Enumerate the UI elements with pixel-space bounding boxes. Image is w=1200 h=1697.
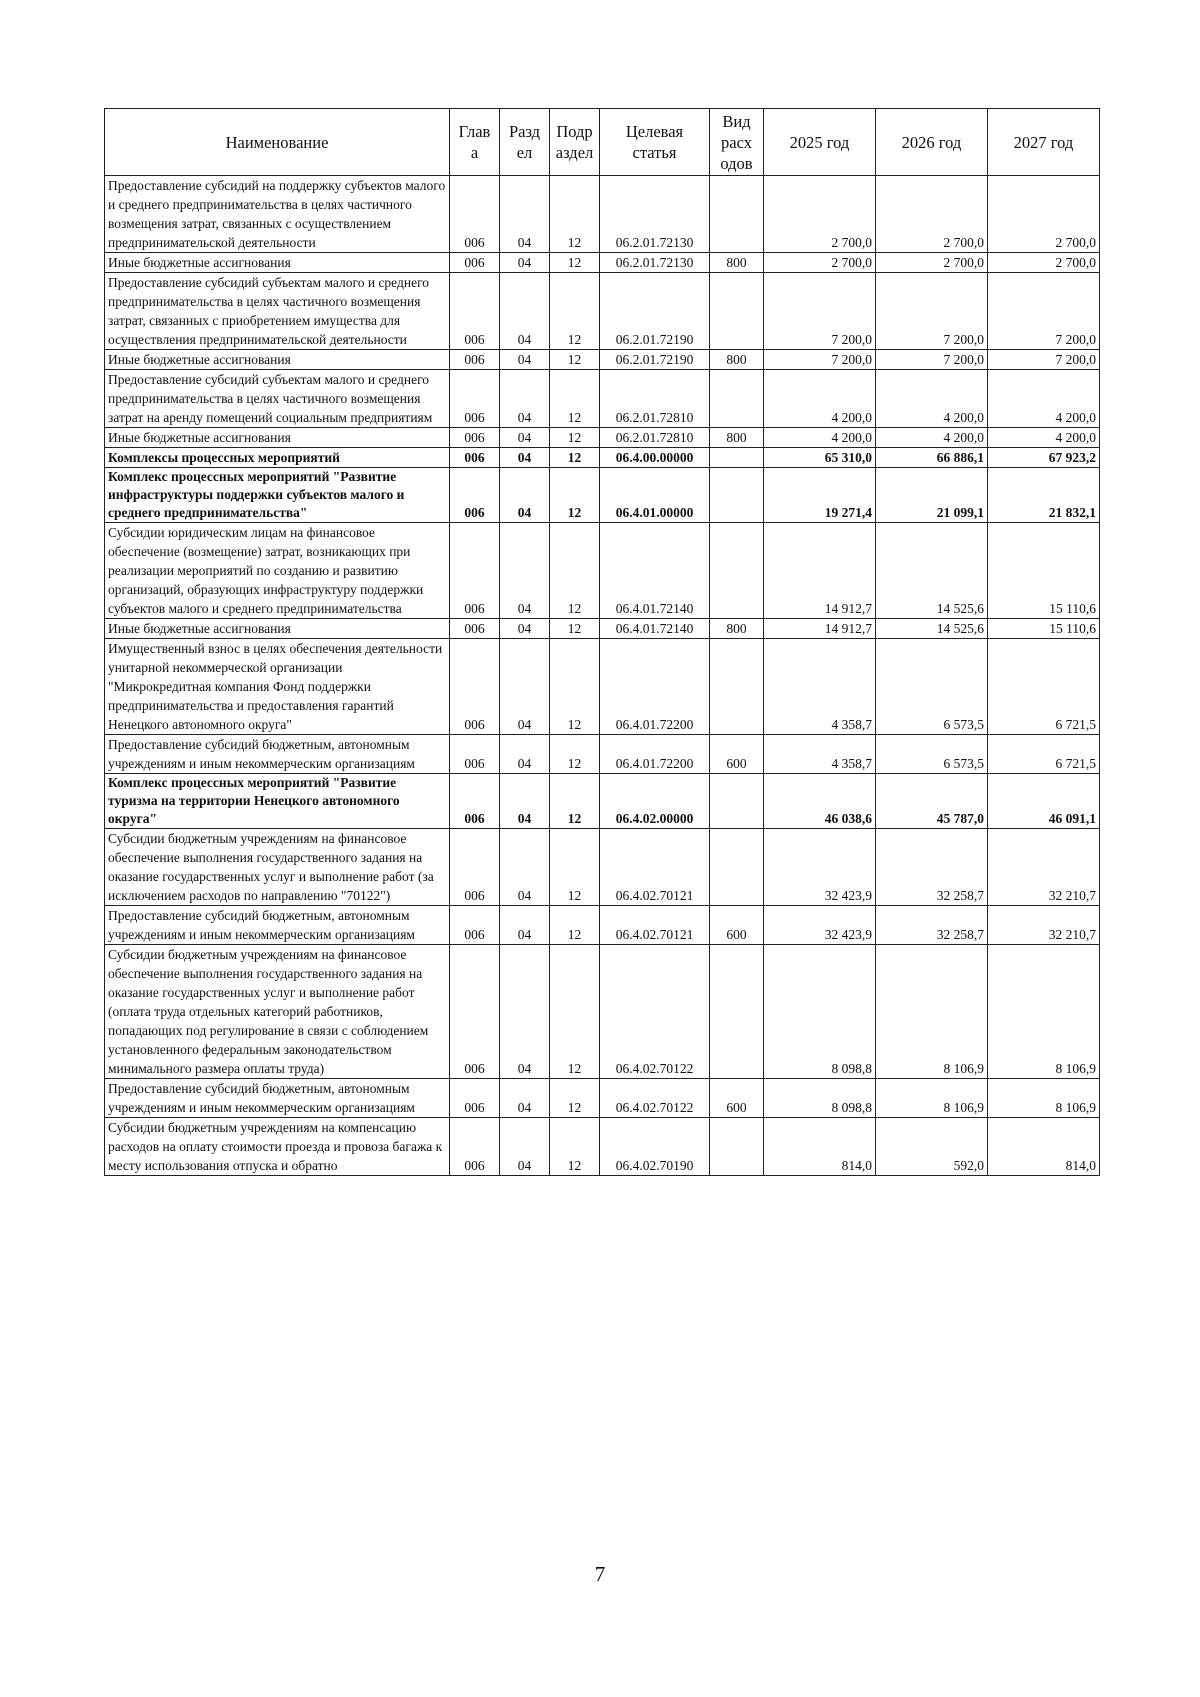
- row-section: 04: [500, 176, 550, 253]
- row-target-article: 06.2.01.72130: [600, 253, 710, 273]
- row-target-article: 06.2.01.72190: [600, 273, 710, 350]
- table-row: [105, 906, 1100, 945]
- row-subsection: 12: [550, 370, 600, 428]
- row-value-2026: 14 525,6: [876, 619, 988, 639]
- row-target-article: 06.2.01.72810: [600, 428, 710, 448]
- row-chapter: 006: [450, 829, 500, 906]
- table-row: [105, 428, 1100, 448]
- table-row: [105, 253, 1100, 273]
- row-expense-kind: 800: [710, 619, 764, 639]
- budget-table: [104, 108, 1100, 1176]
- row-chapter: 006: [450, 945, 500, 1079]
- row-value-2027: 6 721,5: [988, 639, 1100, 735]
- row-value-2026: 21 099,1: [876, 468, 988, 523]
- row-target-article: 06.4.01.72200: [600, 639, 710, 735]
- row-subsection: 12: [550, 253, 600, 273]
- row-value-2026: 6 573,5: [876, 639, 988, 735]
- row-target-article: 06.2.01.72130: [600, 176, 710, 253]
- row-expense-kind: [710, 639, 764, 735]
- row-expense-kind: 600: [710, 906, 764, 945]
- row-value-2027: 67 923,2: [988, 448, 1100, 468]
- row-section: 04: [500, 428, 550, 448]
- row-expense-kind: 800: [710, 253, 764, 273]
- row-value-2027: 2 700,0: [988, 176, 1100, 253]
- row-expense-kind: [710, 945, 764, 1079]
- table-row: [105, 523, 1100, 619]
- row-value-2025: 65 310,0: [764, 448, 876, 468]
- row-chapter: 006: [450, 468, 500, 523]
- row-value-2027: 15 110,6: [988, 619, 1100, 639]
- row-value-2027: 15 110,6: [988, 523, 1100, 619]
- table-row: [105, 176, 1100, 253]
- row-value-2026: 2 700,0: [876, 176, 988, 253]
- row-name: Субсидии бюджетным учреждениям на компенсацию расходов на оплату стоимости проезда и провоза багажа к месту использования отпуска и обратно: [105, 1118, 450, 1176]
- row-target-article: 06.4.01.72140: [600, 619, 710, 639]
- row-section: 04: [500, 350, 550, 370]
- header-chapter: Глав а: [450, 109, 500, 176]
- row-value-2025: 7 200,0: [764, 273, 876, 350]
- row-name: Субсидии бюджетным учреждениям на финансовое обеспечение выполнения государственного задания на оказание государственных услуг и выполнение работ (за исключением расходов по направлению "70122"): [105, 829, 450, 906]
- row-expense-kind: [710, 774, 764, 829]
- row-subsection: 12: [550, 448, 600, 468]
- row-subsection: 12: [550, 829, 600, 906]
- row-section: 04: [500, 945, 550, 1079]
- row-subsection: 12: [550, 945, 600, 1079]
- row-subsection: 12: [550, 176, 600, 253]
- row-name: Иные бюджетные ассигнования: [105, 619, 450, 639]
- row-value-2027: 8 106,9: [988, 1079, 1100, 1118]
- row-value-2025: 32 423,9: [764, 906, 876, 945]
- row-value-2026: 32 258,7: [876, 906, 988, 945]
- row-chapter: 006: [450, 273, 500, 350]
- row-section: 04: [500, 619, 550, 639]
- row-value-2025: 4 200,0: [764, 370, 876, 428]
- table-row: [105, 945, 1100, 1079]
- row-chapter: 006: [450, 523, 500, 619]
- row-name: Иные бюджетные ассигнования: [105, 428, 450, 448]
- table-row: [105, 619, 1100, 639]
- header-section: Разд ел: [500, 109, 550, 176]
- row-target-article: 06.4.00.00000: [600, 448, 710, 468]
- row-value-2026: 592,0: [876, 1118, 988, 1176]
- row-value-2026: 8 106,9: [876, 1079, 988, 1118]
- row-chapter: 006: [450, 253, 500, 273]
- row-chapter: 006: [450, 619, 500, 639]
- row-value-2026: 7 200,0: [876, 273, 988, 350]
- row-name: Предоставление субсидий субъектам малого и среднего предпринимательства в целях частичного возмещения затрат, связанных с приобретением имущества для осуществления предпринимательской деятельности: [105, 273, 450, 350]
- row-value-2025: 19 271,4: [764, 468, 876, 523]
- row-subsection: 12: [550, 619, 600, 639]
- table-body: [105, 176, 1100, 1176]
- page-number: 7: [594, 1562, 606, 1586]
- row-chapter: 006: [450, 350, 500, 370]
- row-value-2026: 4 200,0: [876, 370, 988, 428]
- row-section: 04: [500, 370, 550, 428]
- row-name: Субсидии юридическим лицам на финансовое обеспечение (возмещение) затрат, возникающих при реализации мероприятий по созданию и развитию организаций, образующих инфраструктуру поддержки субъектов малого и среднего предпринимательства: [105, 523, 450, 619]
- row-expense-kind: 800: [710, 350, 764, 370]
- row-value-2025: 8 098,8: [764, 945, 876, 1079]
- row-value-2025: 8 098,8: [764, 1079, 876, 1118]
- row-section: 04: [500, 1079, 550, 1118]
- row-target-article: 06.4.01.72200: [600, 735, 710, 774]
- row-value-2025: 4 200,0: [764, 428, 876, 448]
- row-chapter: 006: [450, 428, 500, 448]
- row-value-2027: 7 200,0: [988, 273, 1100, 350]
- header-year-2027: 2027 год: [988, 109, 1100, 176]
- table-row: [105, 829, 1100, 906]
- table-row: [105, 774, 1100, 829]
- row-section: 04: [500, 448, 550, 468]
- row-target-article: 06.4.01.00000: [600, 468, 710, 523]
- row-expense-kind: 800: [710, 428, 764, 448]
- row-subsection: 12: [550, 774, 600, 829]
- row-section: 04: [500, 468, 550, 523]
- row-expense-kind: [710, 468, 764, 523]
- row-value-2025: 4 358,7: [764, 735, 876, 774]
- row-expense-kind: [710, 523, 764, 619]
- row-value-2025: 814,0: [764, 1118, 876, 1176]
- row-value-2026: 66 886,1: [876, 448, 988, 468]
- row-name: Субсидии бюджетным учреждениям на финансовое обеспечение выполнения государственного задания на оказание государственных услуг и выполнение работ (оплата труда отдельных категорий работников, попадающих под регулирование в связи с соблюдением установленного федеральным законодательством минимального размера оплаты труда): [105, 945, 450, 1079]
- row-subsection: 12: [550, 639, 600, 735]
- row-target-article: 06.2.01.72810: [600, 370, 710, 428]
- row-value-2026: 2 700,0: [876, 253, 988, 273]
- header-name: Наименование: [105, 109, 450, 176]
- row-value-2026: 14 525,6: [876, 523, 988, 619]
- row-section: 04: [500, 774, 550, 829]
- header-row: [105, 109, 1100, 176]
- row-subsection: 12: [550, 468, 600, 523]
- row-name: Предоставление субсидий бюджетным, автономным учреждениям и иным некоммерческим организациям: [105, 1079, 450, 1118]
- row-value-2027: 21 832,1: [988, 468, 1100, 523]
- row-value-2027: 2 700,0: [988, 253, 1100, 273]
- row-target-article: 06.4.02.70121: [600, 829, 710, 906]
- row-chapter: 006: [450, 774, 500, 829]
- row-section: 04: [500, 253, 550, 273]
- row-subsection: 12: [550, 350, 600, 370]
- row-chapter: 006: [450, 370, 500, 428]
- table-row: [105, 350, 1100, 370]
- row-chapter: 006: [450, 735, 500, 774]
- header-year-2026: 2026 год: [876, 109, 988, 176]
- table-row: [105, 370, 1100, 428]
- row-chapter: 006: [450, 448, 500, 468]
- row-value-2026: 45 787,0: [876, 774, 988, 829]
- row-expense-kind: 600: [710, 735, 764, 774]
- table-row: [105, 1118, 1100, 1176]
- row-name: Имущественный взнос в целях обеспечения деятельности унитарной некоммерческой организации "Микрокредитная компания Фонд поддержки предпринимательства и предоставления гарантий Ненецкого автономного округа": [105, 639, 450, 735]
- row-name: Комплекс процессных мероприятий "Развитие инфраструктуры поддержки субъектов малого и среднего предпринимательства": [105, 468, 450, 523]
- row-value-2025: 4 358,7: [764, 639, 876, 735]
- row-expense-kind: [710, 370, 764, 428]
- row-value-2026: 7 200,0: [876, 350, 988, 370]
- row-target-article: 06.4.01.72140: [600, 523, 710, 619]
- row-name: Комплексы процессных мероприятий: [105, 448, 450, 468]
- row-value-2025: 46 038,6: [764, 774, 876, 829]
- row-expense-kind: [710, 829, 764, 906]
- row-value-2026: 8 106,9: [876, 945, 988, 1079]
- row-chapter: 006: [450, 1079, 500, 1118]
- row-subsection: 12: [550, 428, 600, 448]
- row-value-2027: 814,0: [988, 1118, 1100, 1176]
- table-row: [105, 639, 1100, 735]
- row-chapter: 006: [450, 639, 500, 735]
- row-target-article: 06.2.01.72190: [600, 350, 710, 370]
- row-value-2025: 2 700,0: [764, 176, 876, 253]
- row-chapter: 006: [450, 176, 500, 253]
- row-chapter: 006: [450, 906, 500, 945]
- table-row: [105, 1079, 1100, 1118]
- row-name: Иные бюджетные ассигнования: [105, 253, 450, 273]
- row-value-2027: 8 106,9: [988, 945, 1100, 1079]
- row-value-2025: 2 700,0: [764, 253, 876, 273]
- row-value-2027: 32 210,7: [988, 829, 1100, 906]
- row-value-2026: 4 200,0: [876, 428, 988, 448]
- row-target-article: 06.4.02.70122: [600, 1079, 710, 1118]
- row-subsection: 12: [550, 523, 600, 619]
- row-target-article: 06.4.02.70122: [600, 945, 710, 1079]
- row-name: Предоставление субсидий субъектам малого и среднего предпринимательства в целях частичного возмещения затрат на аренду помещений социальным предприятиям: [105, 370, 450, 428]
- row-value-2025: 14 912,7: [764, 619, 876, 639]
- table-row: [105, 735, 1100, 774]
- row-value-2027: 46 091,1: [988, 774, 1100, 829]
- header-expense-kind: Вид расх одов: [710, 109, 764, 176]
- row-expense-kind: [710, 448, 764, 468]
- row-subsection: 12: [550, 906, 600, 945]
- row-value-2026: 32 258,7: [876, 829, 988, 906]
- row-value-2027: 4 200,0: [988, 428, 1100, 448]
- row-value-2027: 4 200,0: [988, 370, 1100, 428]
- row-subsection: 12: [550, 273, 600, 350]
- row-value-2026: 6 573,5: [876, 735, 988, 774]
- row-section: 04: [500, 273, 550, 350]
- row-value-2027: 6 721,5: [988, 735, 1100, 774]
- row-value-2025: 32 423,9: [764, 829, 876, 906]
- row-value-2025: 14 912,7: [764, 523, 876, 619]
- header-target-article: Целевая статья: [600, 109, 710, 176]
- header-year-2025: 2025 год: [764, 109, 876, 176]
- row-target-article: 06.4.02.70190: [600, 1118, 710, 1176]
- row-section: 04: [500, 639, 550, 735]
- row-name: Предоставление субсидий на поддержку субъектов малого и среднего предпринимательства в целях частичного возмещения затрат, связанных с осуществлением предпринимательской деятельности: [105, 176, 450, 253]
- row-value-2025: 7 200,0: [764, 350, 876, 370]
- row-chapter: 006: [450, 1118, 500, 1176]
- row-subsection: 12: [550, 735, 600, 774]
- row-subsection: 12: [550, 1118, 600, 1176]
- row-section: 04: [500, 735, 550, 774]
- row-expense-kind: [710, 1118, 764, 1176]
- row-name: Иные бюджетные ассигнования: [105, 350, 450, 370]
- row-section: 04: [500, 1118, 550, 1176]
- table-row: [105, 448, 1100, 468]
- row-subsection: 12: [550, 1079, 600, 1118]
- row-expense-kind: [710, 273, 764, 350]
- row-target-article: 06.4.02.00000: [600, 774, 710, 829]
- row-name: Предоставление субсидий бюджетным, автономным учреждениям и иным некоммерческим организациям: [105, 906, 450, 945]
- row-value-2027: 7 200,0: [988, 350, 1100, 370]
- row-section: 04: [500, 523, 550, 619]
- row-name: Комплекс процессных мероприятий "Развитие туризма на территории Ненецкого автономного округа": [105, 774, 450, 829]
- table-row: [105, 273, 1100, 350]
- row-expense-kind: [710, 176, 764, 253]
- table-row: [105, 468, 1100, 523]
- row-expense-kind: 600: [710, 1079, 764, 1118]
- row-value-2027: 32 210,7: [988, 906, 1100, 945]
- row-target-article: 06.4.02.70121: [600, 906, 710, 945]
- row-section: 04: [500, 906, 550, 945]
- row-section: 04: [500, 829, 550, 906]
- header-subsection: Подр аздел: [550, 109, 600, 176]
- row-name: Предоставление субсидий бюджетным, автономным учреждениям и иным некоммерческим организациям: [105, 735, 450, 774]
